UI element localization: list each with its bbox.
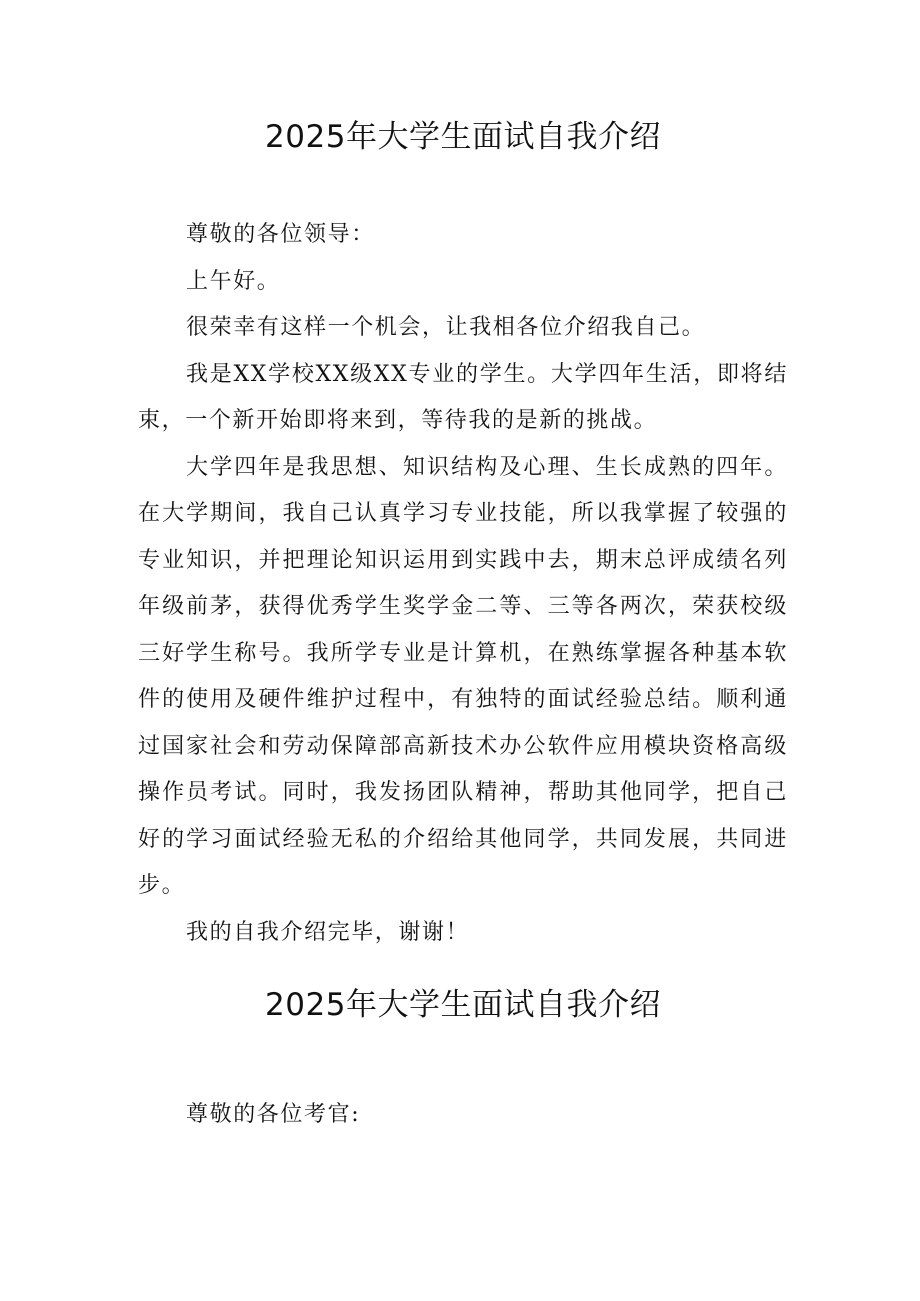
- introduction-paragraph: 我是XX学校XX级XX专业的学生。大学四年生活，即将结束，一个新开始即将来到，等待我的是新的挑战。: [138, 361, 788, 433]
- greeting: 上午好。: [186, 268, 281, 294]
- salutation: 尊敬的各位领导：: [186, 222, 375, 247]
- salutation: 尊敬的各位考官:: [186, 1102, 361, 1127]
- spacer: [138, 1028, 788, 1092]
- spacer: [138, 160, 788, 212]
- document-section-2: [138, 982, 788, 1139]
- closing-paragraph: 我的自我介绍完毕，谢谢！: [186, 919, 470, 945]
- opening-paragraph: 很荣幸有这样一个机会，让我相各位介绍我自己。: [186, 315, 706, 340]
- document-section-1: [138, 114, 788, 956]
- document-title: 2025年大学生面试自我介绍: [265, 119, 661, 155]
- document-title: 2025年大学生面试自我介绍: [265, 987, 661, 1023]
- body-paragraph: 大学四年是我思想、知识结构及心理、生长成熟的四年。在大学期间，我自己认真学习专业技能，所以我掌握了较强的专业知识，并把理论知识运用到实践中去，期末总评成绩名列年级前茅，获得优秀学生奖学金二等、三等各两次，荣获校级三好学生称号。我所学专业是计算机，在熟练掌握各种基本软件的使用及硬件维护过程中，有独特的面试经验总结。顺利通过国家社会和劳动保障部高新技术办公软件应用模块资格高级操作员考试。同时，我发扬团队精神，帮助其他同学，把自己好的学习面试经验无私的介绍给其他同学，共同发展，共同进步。: [138, 454, 788, 898]
